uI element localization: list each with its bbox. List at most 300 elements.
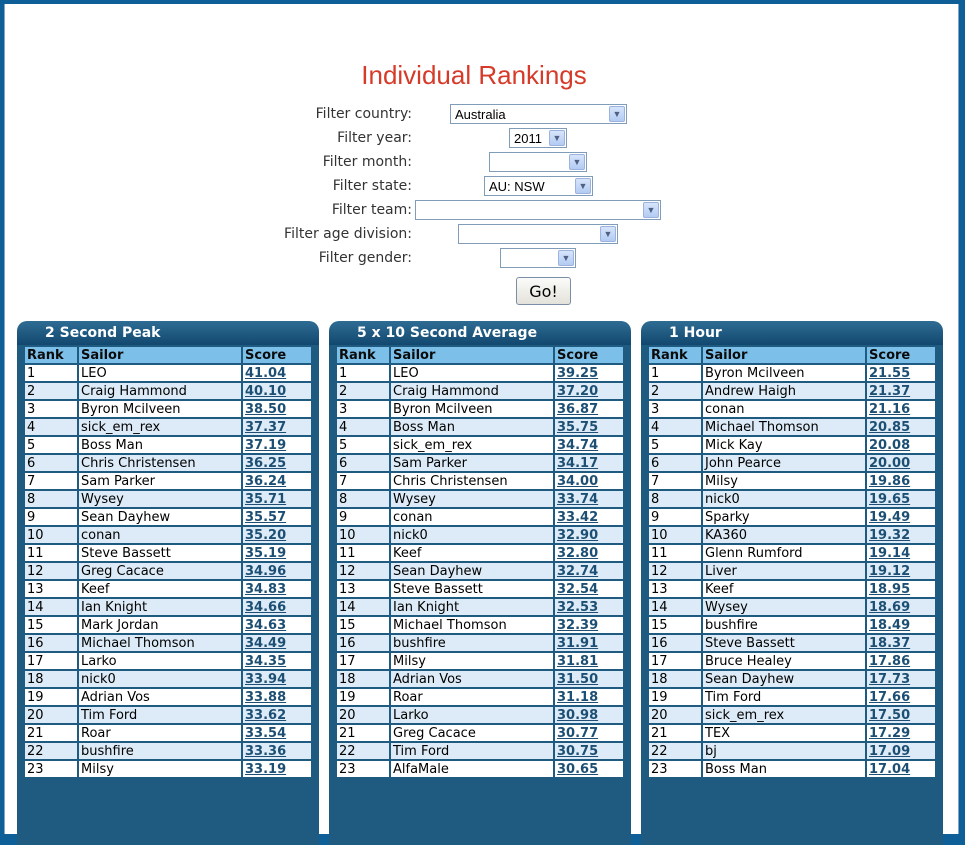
sailor-cell: nick0 bbox=[79, 671, 241, 687]
sailor-header: Sailor bbox=[391, 347, 553, 363]
score-link[interactable]: 30.77 bbox=[557, 725, 599, 741]
rank-cell: 1 bbox=[337, 365, 389, 381]
rank-cell: 18 bbox=[337, 671, 389, 687]
table-row bbox=[337, 527, 623, 543]
score-link[interactable]: 17.09 bbox=[869, 743, 911, 759]
score-link[interactable]: 17.04 bbox=[869, 761, 911, 777]
score-link[interactable]: 36.25 bbox=[245, 455, 287, 471]
rank-cell: 3 bbox=[337, 401, 389, 417]
score-cell bbox=[867, 545, 935, 561]
filter-country-label: Filter country: bbox=[315, 106, 412, 122]
chevron-down-icon: ▼ bbox=[558, 250, 574, 266]
gender-select[interactable] bbox=[500, 248, 576, 268]
score-cell bbox=[243, 689, 311, 705]
table-row bbox=[649, 365, 935, 381]
rank-cell: 18 bbox=[649, 671, 701, 687]
table-row bbox=[25, 455, 311, 471]
sailor-cell: bushfire bbox=[79, 743, 241, 759]
table-row bbox=[337, 689, 623, 705]
rank-cell: 20 bbox=[649, 707, 701, 723]
sailor-cell: bushfire bbox=[703, 617, 865, 633]
sailor-cell: Boss Man bbox=[391, 419, 553, 435]
score-cell bbox=[555, 725, 623, 741]
score-cell bbox=[555, 653, 623, 669]
sailor-cell: TEX bbox=[703, 725, 865, 741]
score-cell bbox=[867, 653, 935, 669]
sailor-cell: Craig Hammond bbox=[79, 383, 241, 399]
score-link[interactable]: 19.32 bbox=[869, 527, 911, 543]
score-link[interactable]: 35.20 bbox=[245, 527, 287, 543]
sailor-cell: Milsy bbox=[79, 761, 241, 777]
score-link[interactable]: 34.96 bbox=[245, 563, 287, 579]
score-link[interactable]: 37.37 bbox=[245, 419, 287, 435]
score-cell bbox=[243, 707, 311, 723]
score-link[interactable]: 18.69 bbox=[869, 599, 911, 615]
table-row bbox=[649, 581, 935, 597]
rank-header: Rank bbox=[337, 347, 389, 363]
score-link[interactable]: 34.35 bbox=[245, 653, 287, 669]
sailor-cell: conan bbox=[79, 527, 241, 543]
table-row bbox=[25, 689, 311, 705]
rank-cell: 22 bbox=[649, 743, 701, 759]
rank-cell: 20 bbox=[25, 707, 77, 723]
score-cell bbox=[243, 509, 311, 525]
table-row bbox=[25, 383, 311, 399]
score-link[interactable]: 32.53 bbox=[557, 599, 599, 615]
table-row bbox=[649, 527, 935, 543]
rank-cell: 9 bbox=[649, 509, 701, 525]
go-button[interactable]: Go! bbox=[516, 277, 571, 305]
sailor-cell: Roar bbox=[79, 725, 241, 741]
score-cell bbox=[555, 491, 623, 507]
sailor-cell: Glenn Rumford bbox=[703, 545, 865, 561]
score-link[interactable]: 30.98 bbox=[557, 707, 599, 723]
rank-cell: 21 bbox=[25, 725, 77, 741]
table-row bbox=[649, 455, 935, 471]
rank-cell: 16 bbox=[649, 635, 701, 651]
score-link[interactable]: 37.19 bbox=[245, 437, 287, 453]
rank-cell: 10 bbox=[337, 527, 389, 543]
score-cell bbox=[867, 743, 935, 759]
score-link[interactable]: 37.20 bbox=[557, 383, 599, 399]
score-cell bbox=[555, 401, 623, 417]
score-cell bbox=[243, 635, 311, 651]
table-row bbox=[25, 563, 311, 579]
table-row bbox=[649, 761, 935, 777]
score-link[interactable]: 18.37 bbox=[869, 635, 911, 651]
score-cell bbox=[867, 419, 935, 435]
table-row bbox=[25, 635, 311, 651]
sailor-cell: Sparky bbox=[703, 509, 865, 525]
score-link[interactable]: 33.88 bbox=[245, 689, 287, 705]
score-cell bbox=[867, 365, 935, 381]
score-link[interactable]: 33.36 bbox=[245, 743, 287, 759]
rank-cell: 8 bbox=[25, 491, 77, 507]
table-row bbox=[337, 761, 623, 777]
score-link[interactable]: 32.80 bbox=[557, 545, 599, 561]
score-link[interactable]: 36.87 bbox=[557, 401, 599, 417]
score-cell bbox=[243, 491, 311, 507]
score-cell bbox=[243, 671, 311, 687]
rankings-table bbox=[647, 345, 937, 779]
rank-cell: 15 bbox=[337, 617, 389, 633]
table-row bbox=[649, 689, 935, 705]
sailor-cell: Boss Man bbox=[79, 437, 241, 453]
score-link[interactable]: 18.49 bbox=[869, 617, 911, 633]
year-select-value: 2011 bbox=[514, 131, 542, 146]
score-link[interactable]: 35.57 bbox=[245, 509, 287, 525]
score-link[interactable]: 31.18 bbox=[557, 689, 599, 705]
score-cell bbox=[243, 599, 311, 615]
score-link[interactable]: 19.65 bbox=[869, 491, 911, 507]
sailor-cell: Tim Ford bbox=[79, 707, 241, 723]
sailor-cell: Michael Thomson bbox=[79, 635, 241, 651]
score-link[interactable]: 19.86 bbox=[869, 473, 911, 489]
table-row bbox=[25, 617, 311, 633]
table-row bbox=[649, 671, 935, 687]
score-cell bbox=[867, 707, 935, 723]
sailor-cell: Mick Kay bbox=[703, 437, 865, 453]
score-cell bbox=[867, 527, 935, 543]
year-select[interactable] bbox=[509, 128, 567, 148]
sailor-cell: Chris Christensen bbox=[79, 455, 241, 471]
score-link[interactable]: 34.66 bbox=[245, 599, 287, 615]
score-link[interactable]: 32.74 bbox=[557, 563, 599, 579]
rank-cell: 4 bbox=[337, 419, 389, 435]
score-cell bbox=[555, 365, 623, 381]
sailor-cell: conan bbox=[391, 509, 553, 525]
rank-cell: 9 bbox=[337, 509, 389, 525]
score-header: Score bbox=[867, 347, 935, 363]
sailor-cell: Keef bbox=[391, 545, 553, 561]
rank-cell: 8 bbox=[337, 491, 389, 507]
rank-cell: 16 bbox=[25, 635, 77, 651]
rank-cell: 2 bbox=[25, 383, 77, 399]
rank-cell: 15 bbox=[25, 617, 77, 633]
score-link[interactable]: 33.94 bbox=[245, 671, 287, 687]
table-row bbox=[337, 653, 623, 669]
table-row bbox=[25, 599, 311, 615]
score-cell bbox=[555, 743, 623, 759]
rank-cell: 13 bbox=[25, 581, 77, 597]
sailor-header: Sailor bbox=[79, 347, 241, 363]
score-cell bbox=[243, 725, 311, 741]
rank-cell: 2 bbox=[337, 383, 389, 399]
score-link[interactable]: 34.63 bbox=[245, 617, 287, 633]
score-link[interactable]: 33.54 bbox=[245, 725, 287, 741]
sailor-cell: Sean Dayhew bbox=[391, 563, 553, 579]
sailor-cell: Adrian Vos bbox=[79, 689, 241, 705]
table-row bbox=[25, 437, 311, 453]
month-select[interactable] bbox=[489, 152, 587, 172]
sailor-cell: Boss Man bbox=[703, 761, 865, 777]
score-link[interactable]: 40.10 bbox=[245, 383, 287, 399]
score-link[interactable]: 17.73 bbox=[869, 671, 911, 687]
sailor-cell: Sam Parker bbox=[391, 455, 553, 471]
sailor-cell: Sean Dayhew bbox=[703, 671, 865, 687]
score-link[interactable]: 36.24 bbox=[245, 473, 287, 489]
score-link[interactable]: 19.49 bbox=[869, 509, 911, 525]
sailor-cell: Byron Mcilveen bbox=[391, 401, 553, 417]
score-cell bbox=[867, 581, 935, 597]
score-link[interactable]: 33.42 bbox=[557, 509, 599, 525]
score-cell bbox=[867, 689, 935, 705]
score-cell bbox=[555, 563, 623, 579]
rank-cell: 22 bbox=[337, 743, 389, 759]
table-row bbox=[337, 725, 623, 741]
panel-5x10-second-average bbox=[329, 321, 631, 841]
sailor-cell: Bruce Healey bbox=[703, 653, 865, 669]
sailor-cell: Larko bbox=[391, 707, 553, 723]
rank-cell: 23 bbox=[25, 761, 77, 777]
score-link[interactable]: 17.29 bbox=[869, 725, 911, 741]
table-row bbox=[337, 437, 623, 453]
score-cell bbox=[243, 581, 311, 597]
score-link[interactable]: 30.75 bbox=[557, 743, 599, 759]
panel-body bbox=[641, 345, 943, 845]
score-cell bbox=[867, 563, 935, 579]
sailor-cell: LEO bbox=[79, 365, 241, 381]
score-link[interactable]: 21.55 bbox=[869, 365, 911, 381]
score-link[interactable]: 20.00 bbox=[869, 455, 911, 471]
score-link[interactable]: 20.08 bbox=[869, 437, 911, 453]
sailor-cell: Michael Thomson bbox=[391, 617, 553, 633]
age-division-select[interactable] bbox=[458, 224, 618, 244]
sailor-cell: Craig Hammond bbox=[391, 383, 553, 399]
sailor-cell: Sam Parker bbox=[79, 473, 241, 489]
panel-header bbox=[329, 321, 631, 345]
score-cell bbox=[243, 365, 311, 381]
table-row bbox=[25, 473, 311, 489]
score-link[interactable]: 35.71 bbox=[245, 491, 287, 507]
score-cell bbox=[867, 473, 935, 489]
score-link[interactable]: 34.49 bbox=[245, 635, 287, 651]
sailor-cell: Milsy bbox=[391, 653, 553, 669]
score-link[interactable]: 32.54 bbox=[557, 581, 599, 597]
score-link[interactable]: 19.14 bbox=[869, 545, 911, 561]
panel-title: 2 Second Peak bbox=[45, 325, 161, 341]
score-link[interactable]: 32.90 bbox=[557, 527, 599, 543]
table-row bbox=[25, 653, 311, 669]
rank-cell: 3 bbox=[649, 401, 701, 417]
score-link[interactable]: 41.04 bbox=[245, 365, 287, 381]
sailor-cell: Larko bbox=[79, 653, 241, 669]
rank-cell: 14 bbox=[649, 599, 701, 615]
table-row bbox=[337, 401, 623, 417]
score-header: Score bbox=[555, 347, 623, 363]
score-link[interactable]: 33.74 bbox=[557, 491, 599, 507]
score-link[interactable]: 18.95 bbox=[869, 581, 911, 597]
rank-cell: 7 bbox=[649, 473, 701, 489]
table-row bbox=[25, 761, 311, 777]
score-cell bbox=[243, 743, 311, 759]
rank-cell: 14 bbox=[337, 599, 389, 615]
table-row bbox=[649, 509, 935, 525]
score-link[interactable]: 17.50 bbox=[869, 707, 911, 723]
table-row bbox=[337, 365, 623, 381]
score-cell bbox=[555, 761, 623, 777]
table-row bbox=[25, 581, 311, 597]
score-link[interactable]: 35.19 bbox=[245, 545, 287, 561]
rankings-table bbox=[335, 345, 625, 779]
rank-cell: 18 bbox=[25, 671, 77, 687]
rank-cell: 4 bbox=[649, 419, 701, 435]
table-row bbox=[25, 743, 311, 759]
table-row bbox=[25, 725, 311, 741]
score-cell bbox=[555, 617, 623, 633]
chevron-down-icon: ▼ bbox=[575, 178, 591, 194]
sailor-cell: sick_em_rex bbox=[703, 707, 865, 723]
rank-cell: 14 bbox=[25, 599, 77, 615]
chevron-down-icon: ▼ bbox=[609, 106, 625, 122]
score-link[interactable]: 20.85 bbox=[869, 419, 911, 435]
country-select[interactable] bbox=[450, 104, 627, 124]
sailor-cell: bj bbox=[703, 743, 865, 759]
score-link[interactable]: 21.16 bbox=[869, 401, 911, 417]
rank-cell: 17 bbox=[337, 653, 389, 669]
score-link[interactable]: 31.81 bbox=[557, 653, 599, 669]
score-link[interactable]: 33.62 bbox=[245, 707, 287, 723]
score-link[interactable]: 19.12 bbox=[869, 563, 911, 579]
panel-body bbox=[17, 345, 319, 845]
score-link[interactable]: 33.19 bbox=[245, 761, 287, 777]
sailor-cell: conan bbox=[703, 401, 865, 417]
score-cell bbox=[867, 491, 935, 507]
sailor-cell: Byron Mcilveen bbox=[703, 365, 865, 381]
page-title: Individual Rankings bbox=[361, 60, 587, 90]
table-row bbox=[25, 509, 311, 525]
score-cell bbox=[867, 761, 935, 777]
rank-cell: 9 bbox=[25, 509, 77, 525]
score-link[interactable]: 35.75 bbox=[557, 419, 599, 435]
table-row bbox=[337, 671, 623, 687]
score-link[interactable]: 17.86 bbox=[869, 653, 911, 669]
table-row bbox=[649, 617, 935, 633]
table-row bbox=[337, 419, 623, 435]
rank-cell: 2 bbox=[649, 383, 701, 399]
rank-cell: 11 bbox=[649, 545, 701, 561]
score-cell bbox=[243, 419, 311, 435]
panel-header bbox=[641, 321, 943, 345]
filter-state-label: Filter state: bbox=[332, 178, 412, 194]
table-row bbox=[337, 581, 623, 597]
chevron-down-icon: ▼ bbox=[569, 154, 585, 170]
filter-month-label: Filter month: bbox=[322, 154, 412, 170]
score-cell bbox=[867, 671, 935, 687]
score-cell bbox=[867, 725, 935, 741]
rank-cell: 22 bbox=[25, 743, 77, 759]
table-row bbox=[649, 383, 935, 399]
score-cell bbox=[867, 455, 935, 471]
state-select[interactable] bbox=[484, 176, 593, 196]
sailor-cell: LEO bbox=[391, 365, 553, 381]
score-cell bbox=[555, 581, 623, 597]
score-cell bbox=[867, 599, 935, 615]
filter-gender-label: Filter gender: bbox=[318, 250, 412, 266]
sailor-cell: Steve Bassett bbox=[391, 581, 553, 597]
score-link[interactable]: 38.50 bbox=[245, 401, 287, 417]
sailor-cell: Mark Jordan bbox=[79, 617, 241, 633]
score-link[interactable]: 39.25 bbox=[557, 365, 599, 381]
table-row bbox=[337, 563, 623, 579]
score-link[interactable]: 31.91 bbox=[557, 635, 599, 651]
sailor-cell: Steve Bassett bbox=[79, 545, 241, 561]
panel-header bbox=[17, 321, 319, 345]
rank-cell: 6 bbox=[25, 455, 77, 471]
table-row bbox=[337, 545, 623, 561]
table-row bbox=[649, 491, 935, 507]
score-link[interactable]: 30.65 bbox=[557, 761, 599, 777]
sailor-cell: Ian Knight bbox=[391, 599, 553, 615]
sailor-cell: Andrew Haigh bbox=[703, 383, 865, 399]
sailor-cell: Greg Cacace bbox=[391, 725, 553, 741]
score-link[interactable]: 17.66 bbox=[869, 689, 911, 705]
sailor-cell: bushfire bbox=[391, 635, 553, 651]
table-row bbox=[649, 563, 935, 579]
score-link[interactable]: 32.39 bbox=[557, 617, 599, 633]
score-cell bbox=[555, 707, 623, 723]
rank-cell: 6 bbox=[649, 455, 701, 471]
sailor-cell: Roar bbox=[391, 689, 553, 705]
sailor-cell: Ian Knight bbox=[79, 599, 241, 615]
rank-cell: 10 bbox=[25, 527, 77, 543]
panel-title: 5 x 10 Second Average bbox=[357, 325, 538, 341]
rankings-table bbox=[23, 345, 313, 779]
table-row bbox=[649, 437, 935, 453]
rank-cell: 8 bbox=[649, 491, 701, 507]
score-cell bbox=[867, 617, 935, 633]
rank-cell: 23 bbox=[337, 761, 389, 777]
score-cell bbox=[867, 509, 935, 525]
table-row bbox=[25, 527, 311, 543]
score-cell bbox=[243, 545, 311, 561]
score-link[interactable]: 31.50 bbox=[557, 671, 599, 687]
score-header: Score bbox=[243, 347, 311, 363]
sailor-cell: Wysey bbox=[703, 599, 865, 615]
table-row bbox=[649, 545, 935, 561]
score-cell bbox=[555, 635, 623, 651]
panel-1-hour bbox=[641, 321, 943, 841]
score-link[interactable]: 34.83 bbox=[245, 581, 287, 597]
sailor-cell: Adrian Vos bbox=[391, 671, 553, 687]
rank-cell: 15 bbox=[649, 617, 701, 633]
table-row bbox=[337, 617, 623, 633]
rank-cell: 1 bbox=[649, 365, 701, 381]
score-cell bbox=[243, 473, 311, 489]
rank-cell: 19 bbox=[337, 689, 389, 705]
score-cell bbox=[555, 437, 623, 453]
score-cell bbox=[243, 527, 311, 543]
table-row bbox=[25, 671, 311, 687]
score-link[interactable]: 34.00 bbox=[557, 473, 599, 489]
score-link[interactable]: 21.37 bbox=[869, 383, 911, 399]
table-row bbox=[649, 707, 935, 723]
rank-cell: 7 bbox=[25, 473, 77, 489]
score-cell bbox=[555, 671, 623, 687]
score-link[interactable]: 34.74 bbox=[557, 437, 599, 453]
score-cell bbox=[243, 761, 311, 777]
table-row bbox=[25, 365, 311, 381]
score-cell bbox=[555, 545, 623, 561]
sailor-cell: nick0 bbox=[703, 491, 865, 507]
rank-cell: 16 bbox=[337, 635, 389, 651]
table-row bbox=[649, 725, 935, 741]
table-row bbox=[337, 599, 623, 615]
score-link[interactable]: 34.17 bbox=[557, 455, 599, 471]
team-select[interactable] bbox=[415, 200, 661, 220]
sailor-cell: Chris Christensen bbox=[391, 473, 553, 489]
score-cell bbox=[555, 419, 623, 435]
